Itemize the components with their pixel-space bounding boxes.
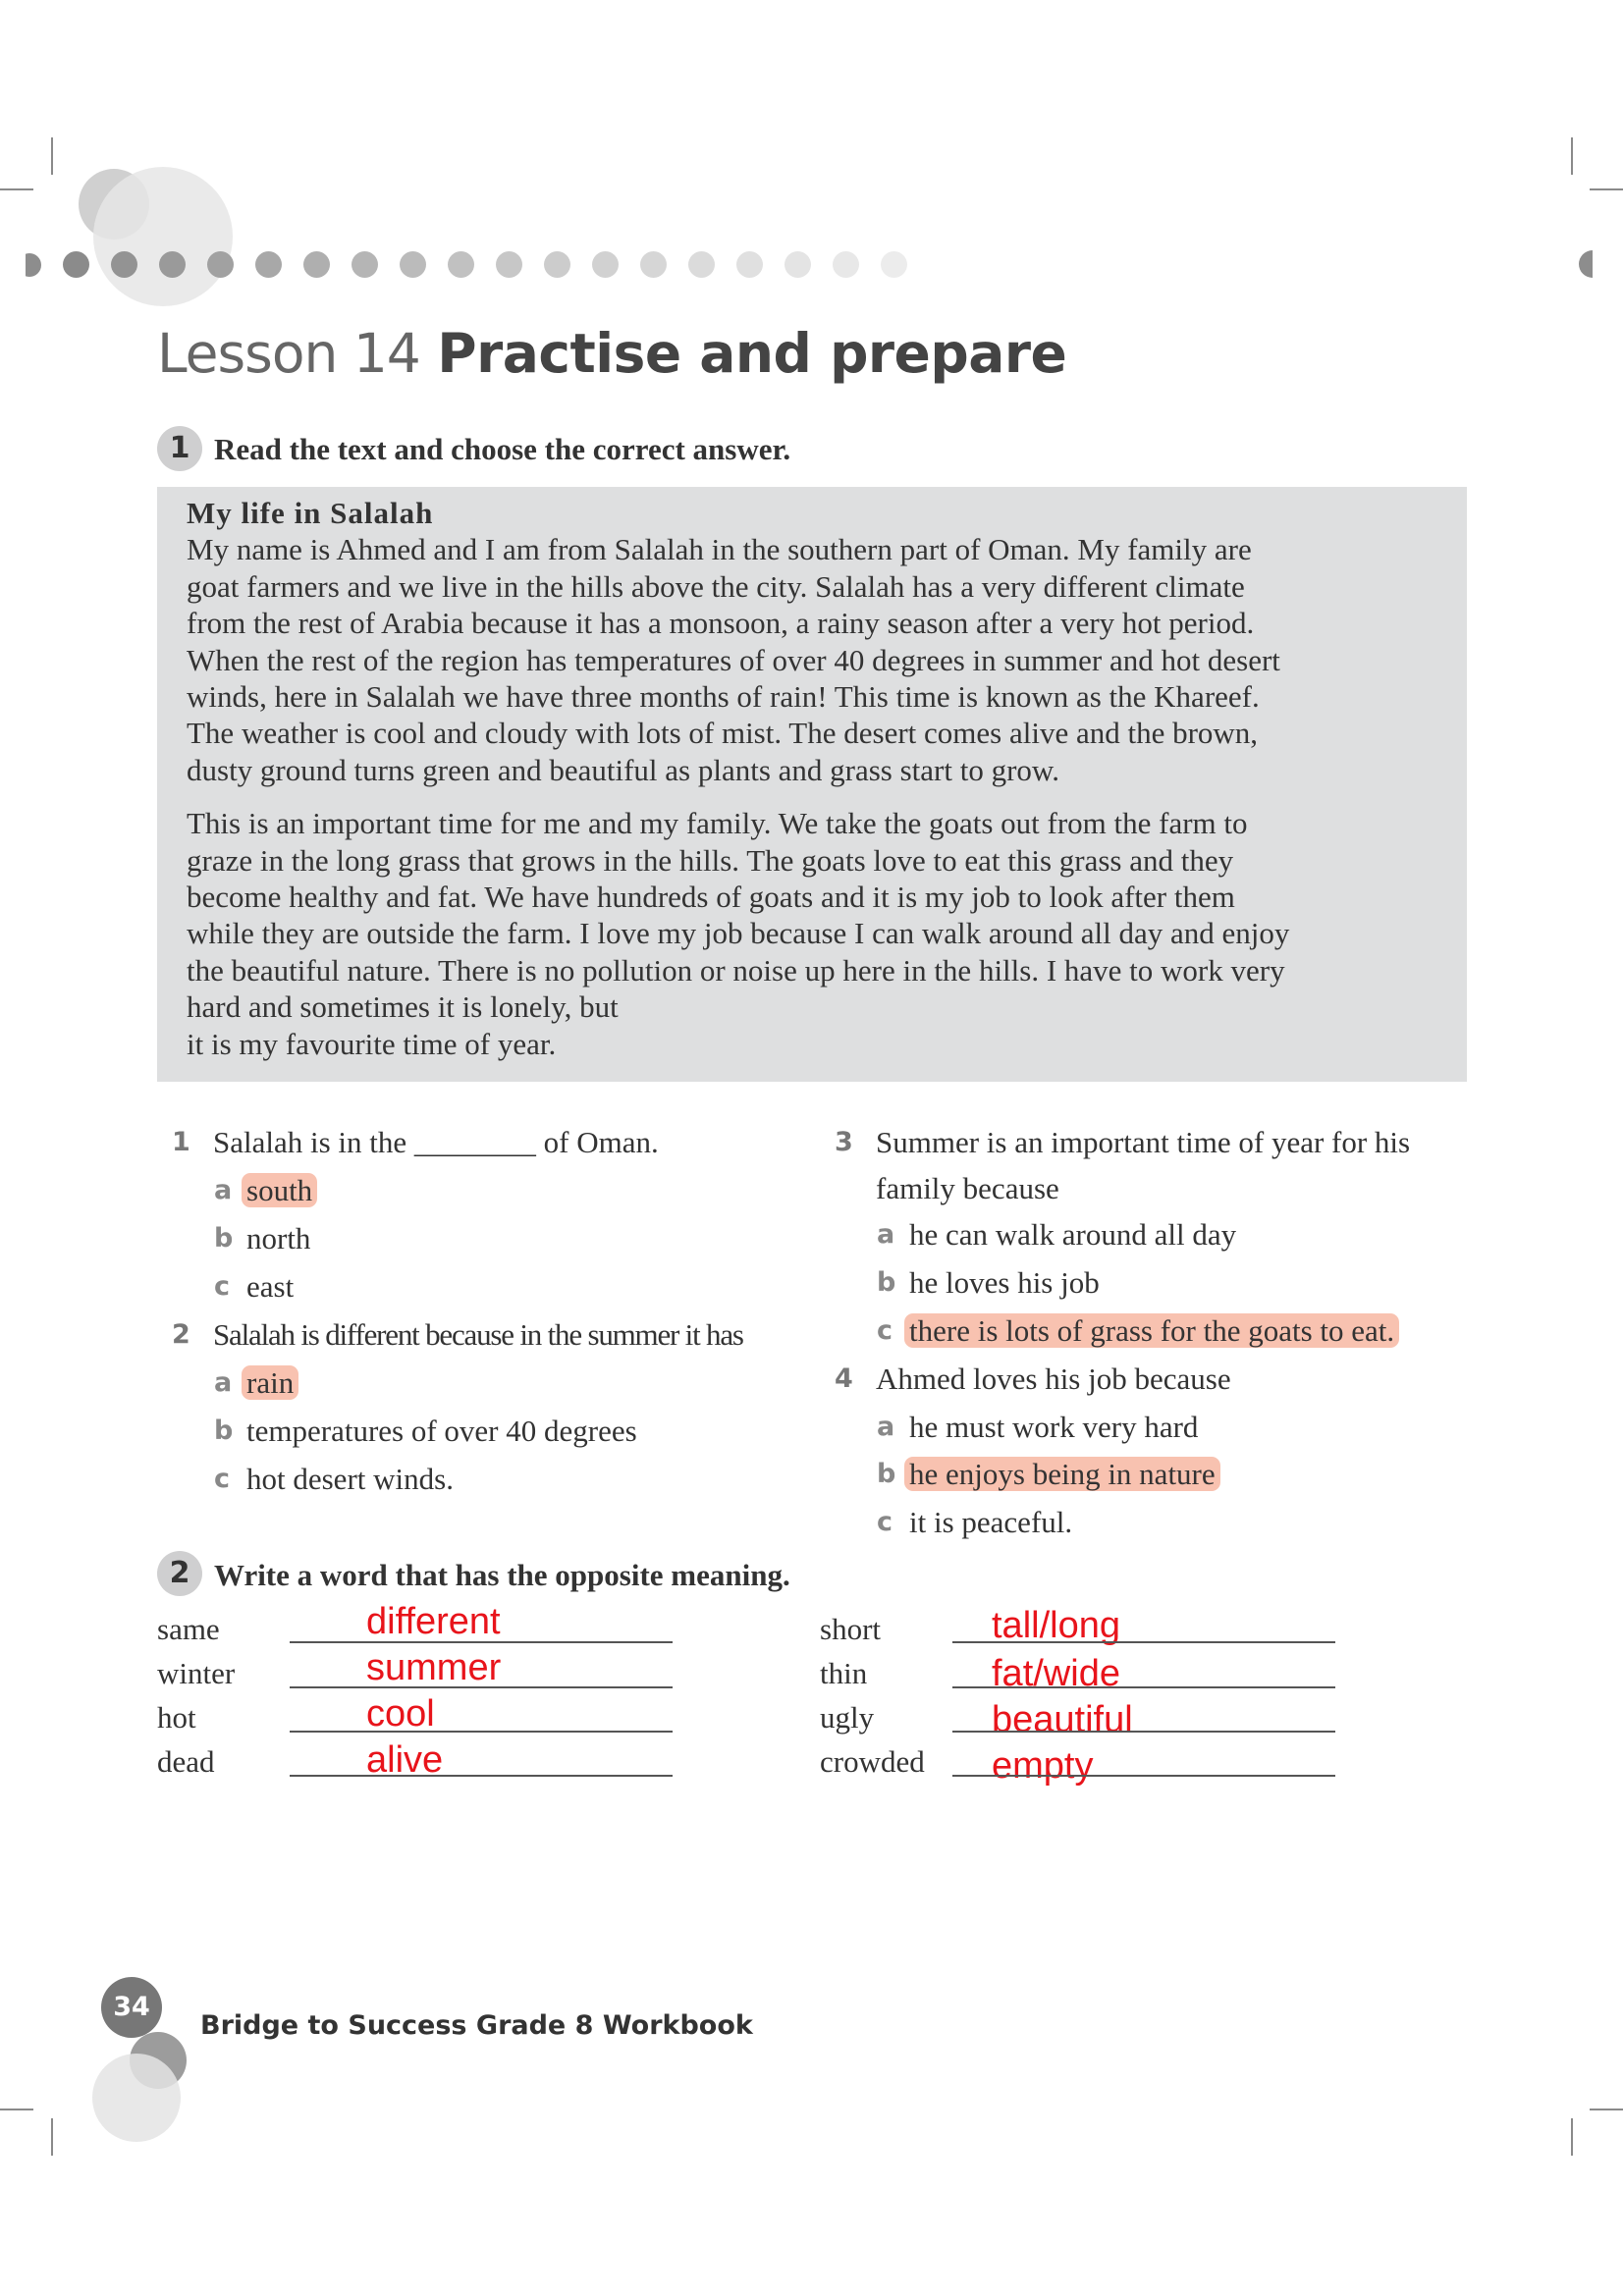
answer-option[interactable] xyxy=(246,1171,317,1210)
answer-option[interactable]: he can walk around all day xyxy=(909,1217,1237,1252)
answer-line xyxy=(952,1641,1335,1643)
crop-mark xyxy=(1571,137,1573,175)
selected-answer: rain xyxy=(242,1365,298,1400)
option-letter: a xyxy=(214,1367,233,1398)
decor-dot xyxy=(784,251,811,278)
handwritten-answer[interactable]: empty xyxy=(992,1745,1094,1787)
prompt-word: hot xyxy=(157,1700,196,1735)
option-letter: c xyxy=(877,1315,893,1346)
option-letter: b xyxy=(877,1459,896,1489)
answer-line xyxy=(952,1731,1335,1733)
answer-line xyxy=(952,1775,1335,1777)
prompt-word: same xyxy=(157,1612,220,1646)
decor-dot xyxy=(544,251,570,278)
crop-mark xyxy=(1590,2109,1623,2110)
decor-dot xyxy=(400,251,426,278)
reading-line: My name is Ahmed and I am from Salalah in the southern part of Oman. My family are xyxy=(187,532,1252,567)
reading-title: My life in Salalah xyxy=(187,496,434,530)
handwritten-answer[interactable]: cool xyxy=(366,1693,435,1735)
handwritten-answer[interactable]: alive xyxy=(366,1739,444,1781)
decor-dot xyxy=(688,251,715,278)
option-letter: c xyxy=(214,1464,231,1494)
exercise-number: 2 xyxy=(157,1551,202,1596)
decor-circle xyxy=(93,167,233,306)
reading-line: The weather is cool and cloudy with lots of mist. The desert comes alive and the brown, xyxy=(187,716,1259,751)
reading-text-box xyxy=(157,487,1467,1082)
option-letter: a xyxy=(877,1219,895,1250)
reading-line: while they are outside the farm. I love my job because I can walk around all day and enjoy xyxy=(187,916,1290,951)
lesson-label: Lesson 14 xyxy=(157,322,420,385)
question-text: Salalah is in the ________ of Oman. xyxy=(213,1125,659,1159)
handwritten-answer[interactable]: different xyxy=(366,1601,501,1642)
decor-dot xyxy=(592,251,619,278)
exercise-instruction: Read the text and choose the correct answer. xyxy=(214,432,791,466)
reading-line: This is an important time for me and my family. We take the goats out from the farm to xyxy=(187,806,1248,841)
book-title: Bridge to Success Grade 8 Workbook xyxy=(200,2010,753,2041)
crop-mark xyxy=(0,2109,33,2110)
question-text: Summer is an important time of year for his xyxy=(876,1125,1411,1159)
handwritten-answer[interactable]: summer xyxy=(366,1647,502,1688)
reading-line: dusty ground turns green and beautiful as plants and grass start to grow. xyxy=(187,752,1060,787)
question-number: 1 xyxy=(172,1127,190,1157)
question-text: family because xyxy=(876,1171,1059,1205)
selected-answer: south xyxy=(242,1173,317,1207)
reading-line: winds, here in Salalah we have three months of rain! This time is known as the Khareef. xyxy=(187,679,1260,715)
answer-line xyxy=(290,1686,673,1688)
decor-dot xyxy=(207,251,234,278)
decor-dot xyxy=(448,251,474,278)
decor-dot xyxy=(159,251,186,278)
reading-line: graze in the long grass that grows in the hills. The goats love to eat this grass and they xyxy=(187,842,1234,878)
prompt-word: winter xyxy=(157,1656,236,1690)
option-letter: c xyxy=(877,1507,893,1537)
reading-line: it is my favourite time of year. xyxy=(187,1026,557,1061)
answer-option[interactable]: east xyxy=(246,1269,295,1304)
answer-option[interactable] xyxy=(909,1311,1399,1351)
crop-mark xyxy=(1590,188,1623,190)
option-letter: b xyxy=(877,1267,896,1298)
option-letter: a xyxy=(214,1175,233,1205)
decor-mask xyxy=(1593,245,1623,285)
question-number: 2 xyxy=(172,1319,190,1350)
reading-line: hard and sometimes it is lonely, but xyxy=(187,989,619,1025)
option-letter: b xyxy=(214,1223,234,1254)
decor-dot xyxy=(352,251,378,278)
answer-option[interactable] xyxy=(246,1363,298,1403)
reading-line: become healthy and fat. We have hundreds of goats and it is my job to look after them xyxy=(187,880,1235,915)
page-title xyxy=(157,324,1066,384)
handwritten-answer[interactable]: tall/long xyxy=(992,1605,1120,1646)
reading-line: goat farmers and we live in the hills above the city. Salalah has a very different climate xyxy=(187,568,1245,604)
selected-answer: there is lots of grass for the goats to eat. xyxy=(904,1313,1399,1348)
answer-line xyxy=(290,1731,673,1733)
answer-option[interactable] xyxy=(909,1455,1220,1494)
crop-mark xyxy=(1571,2118,1573,2156)
crop-mark xyxy=(51,137,53,175)
question-number: 3 xyxy=(835,1127,853,1157)
decor-circle xyxy=(92,2054,181,2142)
prompt-word: crowded xyxy=(820,1744,925,1779)
prompt-word: thin xyxy=(820,1656,868,1690)
answer-option[interactable]: it is peaceful. xyxy=(909,1505,1073,1539)
decor-dot xyxy=(496,251,522,278)
handwritten-answer[interactable]: beautiful xyxy=(992,1699,1133,1740)
answer-option[interactable]: he loves his job xyxy=(909,1265,1100,1300)
decor-mask xyxy=(0,245,26,285)
crop-mark xyxy=(0,188,33,190)
selected-answer: he enjoys being in nature xyxy=(904,1457,1220,1491)
prompt-word: short xyxy=(820,1612,881,1646)
option-letter: b xyxy=(214,1415,234,1446)
question-text: Salalah is different because in the summer it has xyxy=(213,1317,743,1352)
option-letter: a xyxy=(877,1412,895,1442)
page-number: 34 xyxy=(101,1977,162,2038)
answer-option[interactable]: north xyxy=(246,1221,311,1255)
question-text: Ahmed loves his job because xyxy=(876,1362,1231,1396)
decor-dot xyxy=(303,251,330,278)
decor-dot xyxy=(881,251,907,278)
question-number: 4 xyxy=(835,1363,853,1394)
exercise-instruction: Write a word that has the opposite meaning. xyxy=(214,1558,790,1592)
reading-line: from the rest of Arabia because it has a monsoon, a rainy season after a very hot period. xyxy=(187,606,1255,641)
decor-dot xyxy=(63,251,89,278)
answer-option[interactable]: hot desert winds. xyxy=(246,1462,454,1496)
decor-dot xyxy=(111,251,137,278)
answer-line xyxy=(290,1775,673,1777)
prompt-word: dead xyxy=(157,1744,215,1779)
reading-line: the beautiful nature. There is no pollution or noise up here in the hills. I have to work very xyxy=(187,952,1285,988)
answer-line xyxy=(290,1641,673,1643)
lesson-title: Practise and prepare xyxy=(437,322,1067,385)
decor-dot-row xyxy=(27,251,911,279)
prompt-word: ugly xyxy=(820,1700,875,1735)
reading-line: When the rest of the region has temperatures of over 40 degrees in summer and hot desert xyxy=(187,642,1280,677)
exercise-number: 1 xyxy=(157,426,202,471)
decor-dot xyxy=(255,251,282,278)
answer-option[interactable]: temperatures of over 40 degrees xyxy=(246,1414,637,1448)
crop-mark xyxy=(51,2118,53,2156)
handwritten-answer[interactable]: fat/wide xyxy=(992,1653,1120,1694)
decor-dot xyxy=(640,251,667,278)
answer-line xyxy=(952,1686,1335,1688)
answer-option[interactable]: he must work very hard xyxy=(909,1410,1199,1444)
decor-dot xyxy=(736,251,763,278)
decor-dot xyxy=(833,251,859,278)
option-letter: c xyxy=(214,1271,231,1302)
